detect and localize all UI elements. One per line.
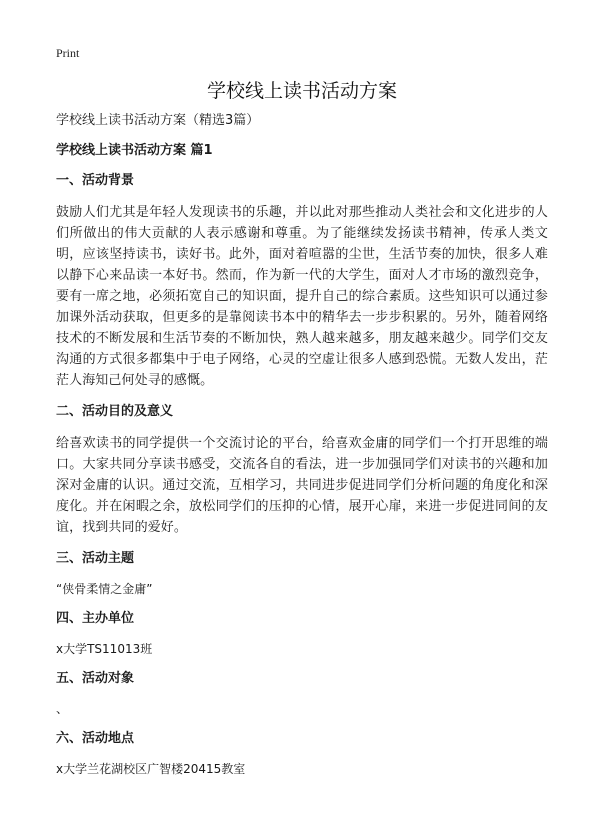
- section-body: 鼓励人们尤其是年轻人发现读书的乐趣，并以此对那些推动人类社会和文化进步的人们所做出的伟大贡献的人表示感谢和尊重。为了能继续发扬读书精神，传承人类文明，应该坚持读书，读好书。此外，面对着喧嚣的尘世，生活节奏的加快，很多人难以静下心来品读一本好书。然而，作为新一代的大学生，面对人才市场的激烈竞争，要有一席之地，必须拓宽自己的知识面，提升自己的综合素质。这些知识可以通过参加课外活动获取，但更多的是靠阅读书本中的精华去一步步积累的。另外，随着网络技术的不断发展和生活节奏的不断加快，熟人越来越多，朋友越来越少。同学们交友沟通的方式很多都集中于电子网络，心灵的空虚让很多人感到恐慌。无数人发出，茫茫人海知己何处寻的感慨。: [56, 205, 548, 388]
- section-organizer: [56, 610, 548, 658]
- section-heading: 一、活动背景: [56, 173, 135, 188]
- article-title: 学校线上读书活动方案 篇1: [56, 143, 213, 158]
- section-purpose: [56, 403, 548, 538]
- section-location: [56, 730, 548, 778]
- document-subtitle: 学校线上读书活动方案（精选3篇）: [56, 113, 260, 128]
- page-title: 学校线上读书活动方案: [206, 80, 397, 102]
- section-theme: [56, 550, 548, 598]
- section-heading: 五、活动对象: [56, 671, 135, 686]
- section-heading: 六、活动地点: [56, 731, 135, 746]
- print-link[interactable]: Print: [56, 46, 80, 60]
- section-heading: 三、活动主题: [56, 551, 135, 566]
- section-body: x大学兰花湖校区广智楼20415教室: [56, 762, 246, 776]
- section-body: 、: [56, 702, 69, 716]
- section-body: “侠骨柔情之金庸”: [56, 582, 153, 596]
- section-body: x大学TS11013班: [56, 642, 153, 656]
- section-heading: 二、活动目的及意义: [56, 404, 174, 419]
- section-heading: 四、主办单位: [56, 611, 135, 626]
- section-background: [56, 172, 548, 391]
- document-page: [56, 78, 548, 790]
- section-body: 给喜欢读书的同学提供一个交流讨论的平台，给喜欢金庸的同学们一个打开思维的端口。大家共同分享读书感受，交流各自的看法，进一步加强同学们对读书的兴趣和加深对金庸的认识。通过交流，互相学习，共同进步促进同学们分析问题的角度化和深度化。并在闲暇之余，放松同学们的压抑的心情，展开心扉，来进一步促进同间的友谊，找到共同的爱好。: [56, 436, 548, 535]
- section-audience: [56, 670, 548, 718]
